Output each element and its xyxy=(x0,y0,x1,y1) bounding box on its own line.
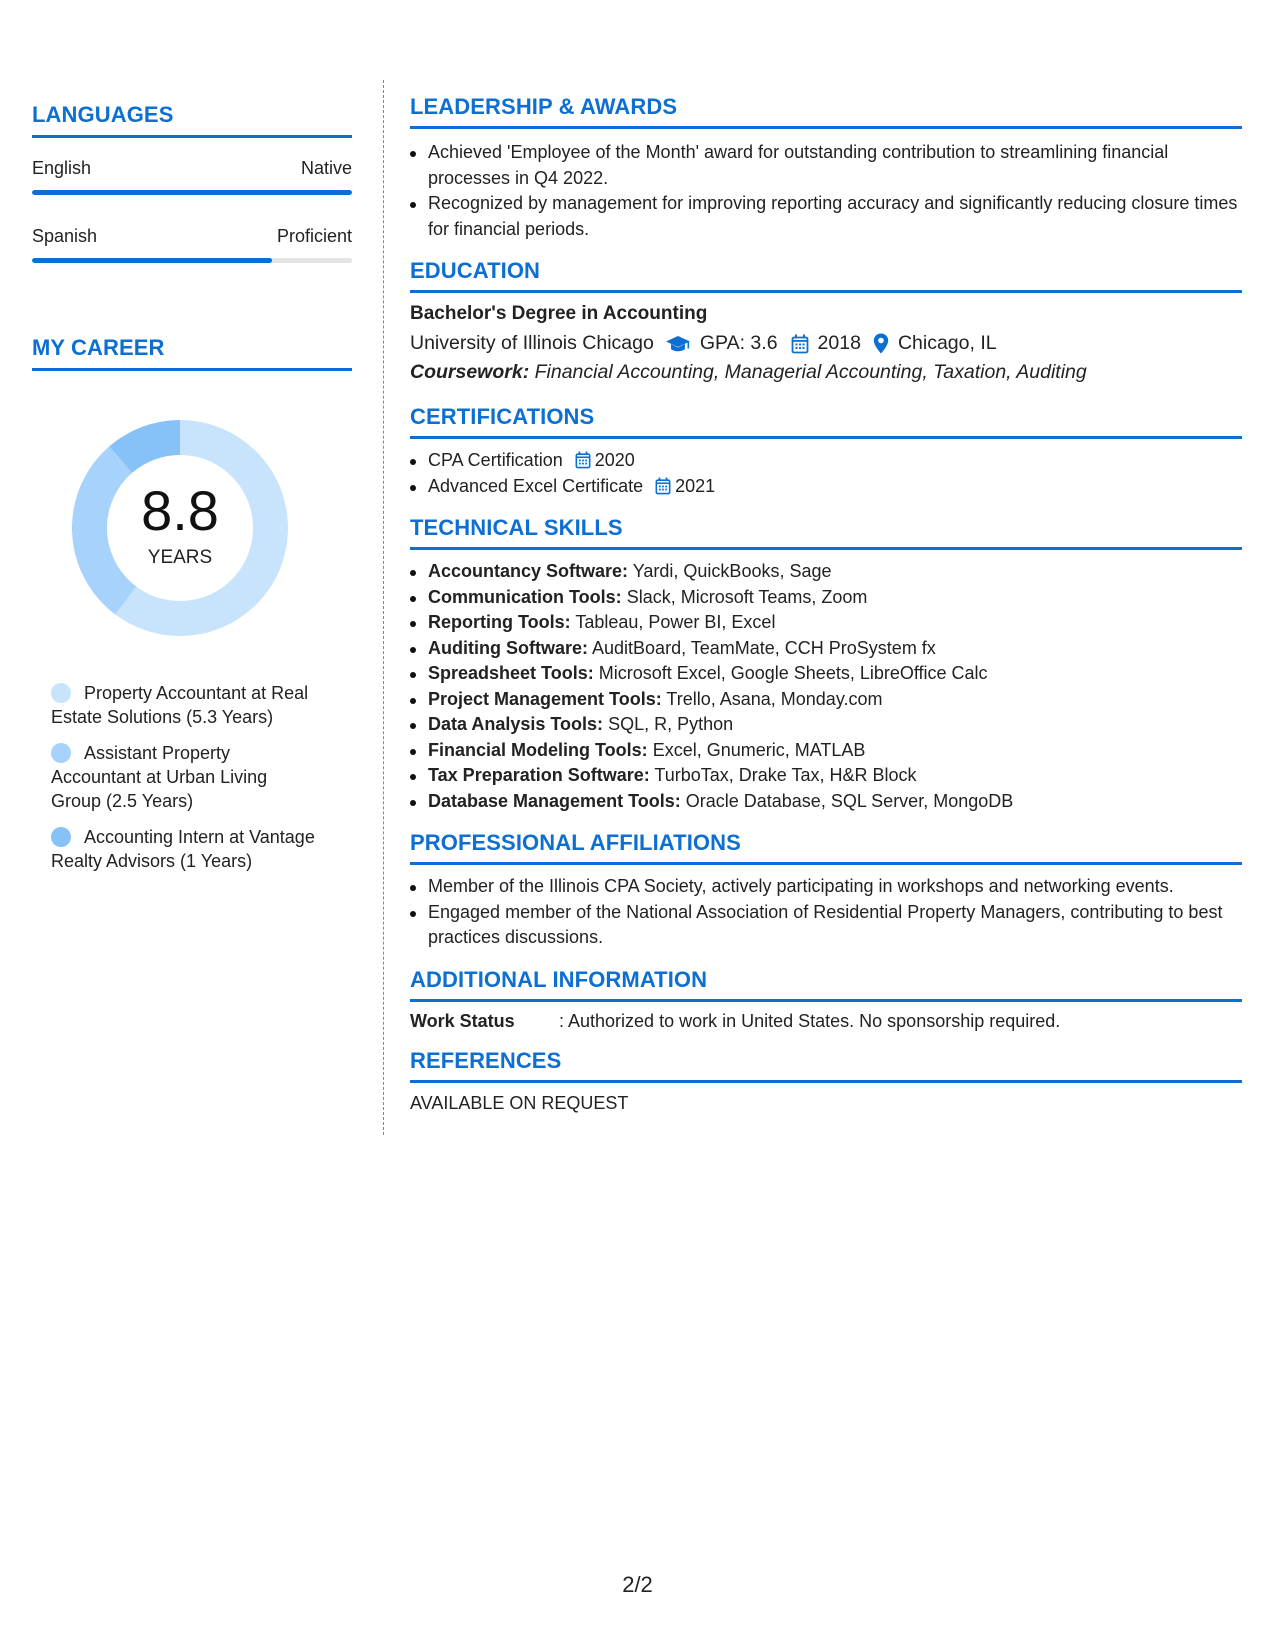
skill-values: Microsoft Excel, Google Sheets, LibreOffice Calc xyxy=(598,663,988,683)
list-item: Member of the Illinois CPA Society, actively participating in workshops and networking events. xyxy=(410,874,1242,900)
career-total: 8.8 xyxy=(141,479,219,542)
language-name: English xyxy=(32,158,92,178)
language-bar xyxy=(32,190,352,195)
language-bar-fill xyxy=(32,190,352,195)
career-unit: YEARS xyxy=(147,547,213,568)
skill-values: Tableau, Power BI, Excel xyxy=(575,612,776,632)
career-legend-item xyxy=(32,681,322,729)
coursework-text: Financial Accounting, Managerial Accounting, Taxation, Auditing xyxy=(534,361,1087,383)
references-text: AVAILABLE ON REQUEST xyxy=(410,1092,629,1113)
calendar-icon xyxy=(791,334,809,354)
legend-dot xyxy=(51,827,71,847)
graduation-cap-icon xyxy=(665,334,691,354)
education-title: EDUCATION xyxy=(410,258,1242,293)
certifications-list xyxy=(410,448,1242,499)
education-degree: Bachelor's Degree in Accounting xyxy=(410,303,708,324)
skill-category: Database Management Tools: xyxy=(428,790,681,811)
certification-name: CPA Certification xyxy=(428,450,563,470)
skill-values: SQL, R, Python xyxy=(608,714,734,734)
skill-category: Tax Preparation Software: xyxy=(428,765,650,785)
career-role-label: Property Accountant at Real Estate Solutions (5.3 Years) xyxy=(51,683,309,727)
list-item xyxy=(410,448,1242,474)
list-item: Achieved 'Employee of the Month' award for outstanding contribution to streamlining financial processes in Q4 2022. xyxy=(410,140,1242,191)
career-legend-item xyxy=(32,741,322,813)
education-gpa: GPA: 3.6 xyxy=(699,332,778,354)
list-item xyxy=(410,610,1242,636)
list-item xyxy=(410,763,1242,789)
list-item: Engaged member of the National Association of Residential Property Managers, contributing to best practices discussions. xyxy=(410,900,1242,951)
right-column xyxy=(410,94,1242,1114)
skill-category: Reporting Tools: xyxy=(428,612,571,632)
left-column xyxy=(32,102,352,885)
education-coursework xyxy=(410,361,1242,384)
language-item xyxy=(32,158,352,195)
education-details xyxy=(410,332,1242,355)
certification-year: 2020 xyxy=(594,450,635,470)
skill-values: TurboTax, Drake Tax, H&R Block xyxy=(654,765,917,785)
references-title: REFERENCES xyxy=(410,1048,1242,1083)
list-item xyxy=(410,712,1242,738)
skill-category: Accountancy Software: xyxy=(428,561,629,581)
language-bar xyxy=(32,258,352,263)
career-role-label: Accounting Intern at Vantage Realty Advisors (1 Years) xyxy=(51,827,315,871)
list-item xyxy=(410,661,1242,687)
work-status-row xyxy=(410,1011,1242,1032)
skill-values: Oracle Database, SQL Server, MongoDB xyxy=(685,790,1014,811)
skill-category: Spreadsheet Tools: xyxy=(428,663,594,683)
affiliations-title: PROFESSIONAL AFFILIATIONS xyxy=(410,830,1242,865)
work-status-label: Work Status xyxy=(410,1010,515,1031)
list-item xyxy=(410,687,1242,713)
skill-category: Communication Tools: xyxy=(428,586,622,607)
skill-values: Yardi, QuickBooks, Sage xyxy=(632,561,832,581)
calendar-icon xyxy=(655,477,671,495)
skill-category: Project Management Tools: xyxy=(428,688,662,709)
skills-title: TECHNICAL SKILLS xyxy=(410,515,1242,550)
coursework-label: Coursework: xyxy=(410,361,530,383)
career-role-label: Assistant Property Accountant at Urban Living Group (2.5 Years) xyxy=(51,743,268,811)
certifications-title: CERTIFICATIONS xyxy=(410,404,1242,439)
legend-dot xyxy=(51,743,71,763)
language-name: Spanish xyxy=(32,226,98,246)
page-number: 2/2 xyxy=(622,1572,653,1597)
skill-category: Financial Modeling Tools: xyxy=(428,739,648,760)
leadership-list xyxy=(410,140,1242,242)
affiliations-list xyxy=(410,874,1242,951)
list-item xyxy=(410,738,1242,764)
career-donut xyxy=(65,413,295,643)
certification-year: 2021 xyxy=(675,475,716,496)
education-year: 2018 xyxy=(817,332,861,354)
career-title: MY CAREER xyxy=(32,335,352,371)
education-location: Chicago, IL xyxy=(897,332,997,354)
list-item: Recognized by management for improving reporting accuracy and significantly reducing closure times for financial periods. xyxy=(410,191,1242,242)
work-status-value: : Authorized to work in United States. No sponsorship required. xyxy=(559,1010,1061,1031)
skill-values: Slack, Microsoft Teams, Zoom xyxy=(626,586,868,607)
legend-dot xyxy=(51,683,71,703)
education-school: University of Illinois Chicago xyxy=(410,332,654,354)
additional-title: ADDITIONAL INFORMATION xyxy=(410,967,1242,1002)
skill-category: Auditing Software: xyxy=(428,637,588,658)
list-item xyxy=(410,585,1242,611)
skill-values: Excel, Gnumeric, MATLAB xyxy=(652,739,866,760)
language-bar-fill xyxy=(32,258,272,263)
skill-values: Trello, Asana, Monday.com xyxy=(666,688,883,709)
language-level: Native xyxy=(300,158,352,178)
career-legend xyxy=(32,681,352,873)
calendar-icon xyxy=(575,451,591,469)
list-item xyxy=(410,474,1242,500)
languages-title: LANGUAGES xyxy=(32,102,352,138)
certification-name: Advanced Excel Certificate xyxy=(428,475,644,496)
map-pin-icon xyxy=(873,333,889,354)
language-level: Proficient xyxy=(276,226,352,246)
list-item xyxy=(410,559,1242,585)
list-item xyxy=(410,636,1242,662)
career-legend-item xyxy=(32,825,322,873)
list-item xyxy=(410,789,1242,815)
skill-values: AuditBoard, TeamMate, CCH ProSystem fx xyxy=(592,637,936,658)
skills-list xyxy=(410,559,1242,814)
column-divider xyxy=(383,80,384,1135)
leadership-title: LEADERSHIP & AWARDS xyxy=(410,94,1242,129)
skill-category: Data Analysis Tools: xyxy=(428,714,604,734)
language-item xyxy=(32,226,352,263)
